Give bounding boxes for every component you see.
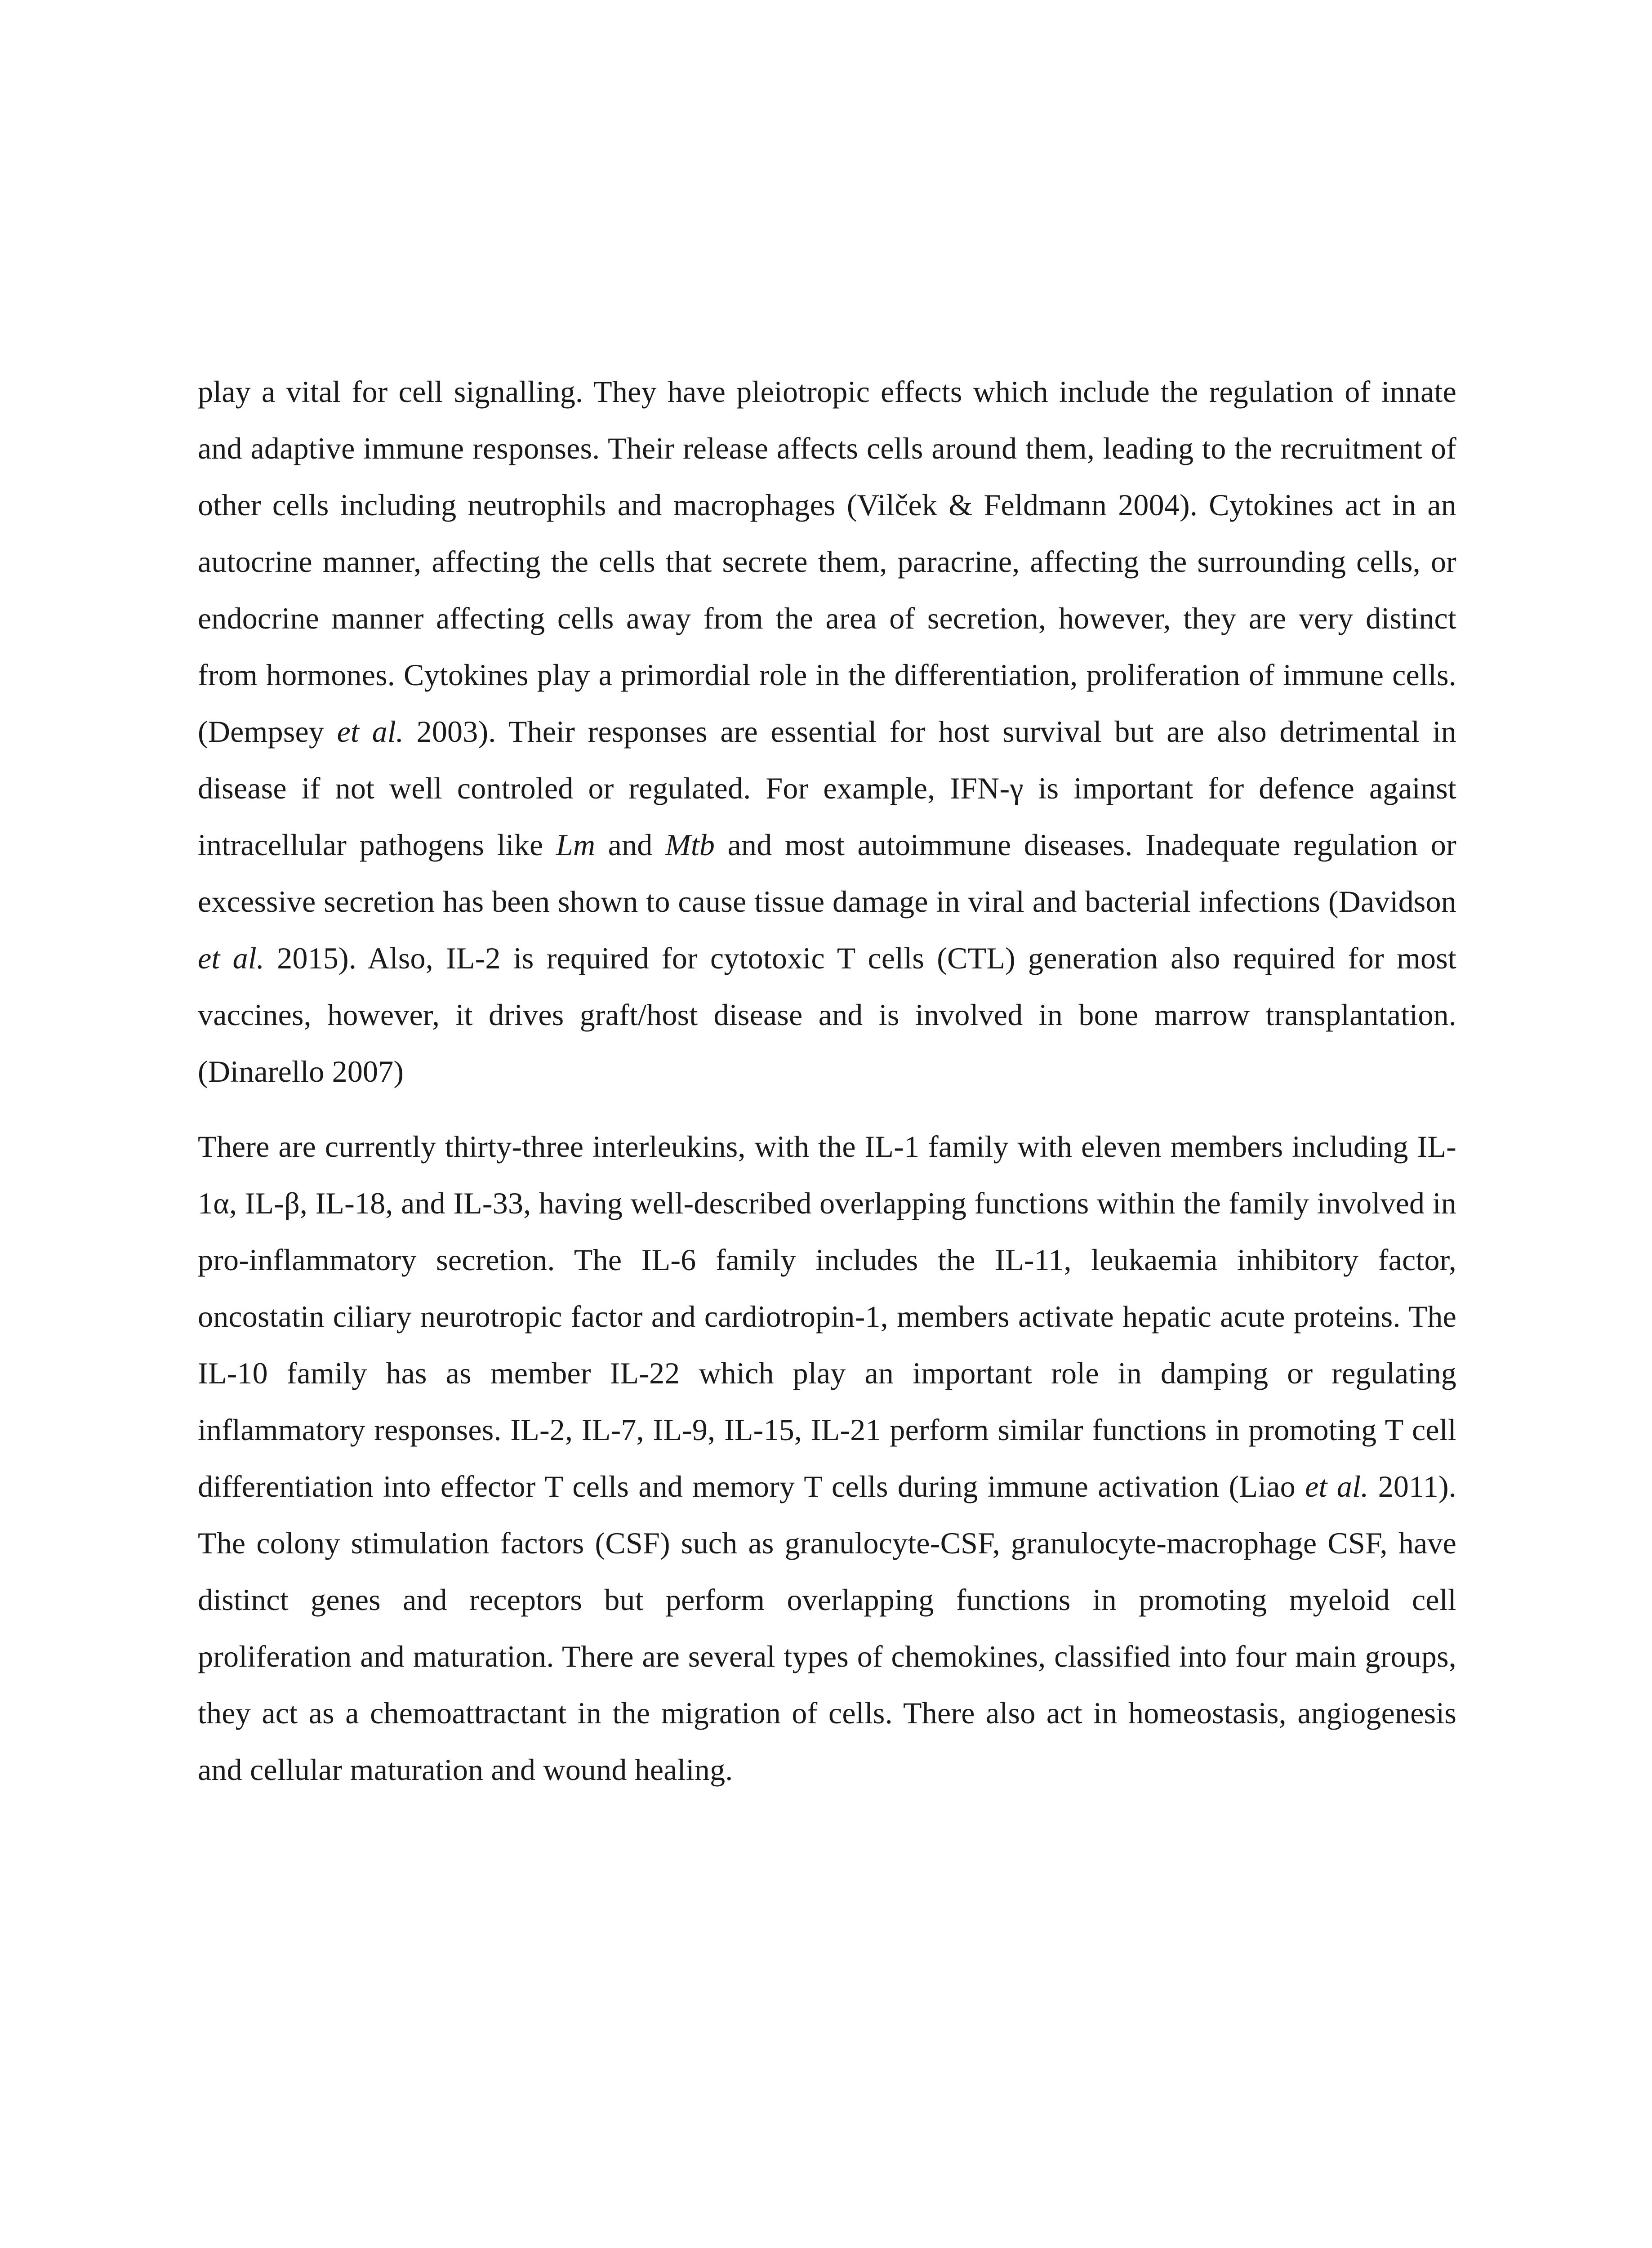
italic-term: et al. (337, 714, 404, 749)
text-run: 2003). Their responses are essential for host survival but are also detrimental in disease if not well controled or regulated. For example, IFN-γ is important for defence against intracellular pathogens like (198, 714, 1456, 862)
text-run: and most autoimmune diseases. Inadequate regulation or excessive secretion has been shown to cause tissue damage in viral and bacterial infections (Davidson (198, 828, 1456, 919)
body-paragraph-1 (198, 363, 1456, 1100)
italic-term: et al. (198, 941, 265, 975)
text-run: 2011). The colony stimulation factors (CSF) such as granulocyte-CSF, granulocyte-macrophage CSF, have distinct genes and receptors but perform overlapping functions in promoting myeloid cell proliferation and maturation. There are several types of chemokines, classified into four main groups, they act as a chemoattractant in the migration of cells. There also act in homeostasis, angiogenesis and cellular maturation and wound healing. (198, 1469, 1457, 1787)
paragraph-text (198, 363, 1456, 1100)
text-run: play a vital for cell signalling. They have pleiotropic effects which include the regulation of innate and adaptive immune responses. Their release affects cells around them, leading to the recruitment of other cells including neutrophils and macrophages (Vilček & Feldmann 2004). Cytokines act in an autocrine manner, affecting the cells that secrete them, paracrine, affecting the surrounding cells, or endocrine manner affecting cells away from the area of secretion, however, they are very distinct from hormones. Cytokines play a primordial role in the differentiation, proliferation of immune cells. (Dempsey (198, 375, 1456, 749)
text-run: and (595, 828, 665, 862)
text-run: There are currently thirty-three interleukins, with the IL-1 family with eleven members including IL-1α, IL-β, IL-18, and IL-33, having well-described overlapping functions within the family involved in pro-inflammatory secretion. The IL-6 family includes the IL-11, leukaemia inhibitory factor, oncostatin ciliary neurotropic factor and cardiotropin-1, members activate hepatic acute proteins. The IL-10 family has as member IL-22 which play an important role in damping or regulating inflammatory responses. IL-2, IL-7, IL-9, IL-15, IL-21 perform similar functions in promoting T cell differentiation into effector T cells and memory T cells during immune activation (Liao (198, 1129, 1456, 1503)
italic-term: et al. (1305, 1469, 1369, 1503)
text-run: 2015). Also, IL-2 is required for cytotoxic T cells (CTL) generation also required for most vaccines, however, it drives graft/host disease and is involved in bone marrow transplantation. (Dinarello 2007) (198, 941, 1456, 1088)
body-paragraph-2 (198, 1118, 1456, 1798)
italic-term: Lm (556, 828, 596, 862)
italic-term: Mtb (665, 828, 715, 862)
paragraph-text (198, 1118, 1456, 1798)
